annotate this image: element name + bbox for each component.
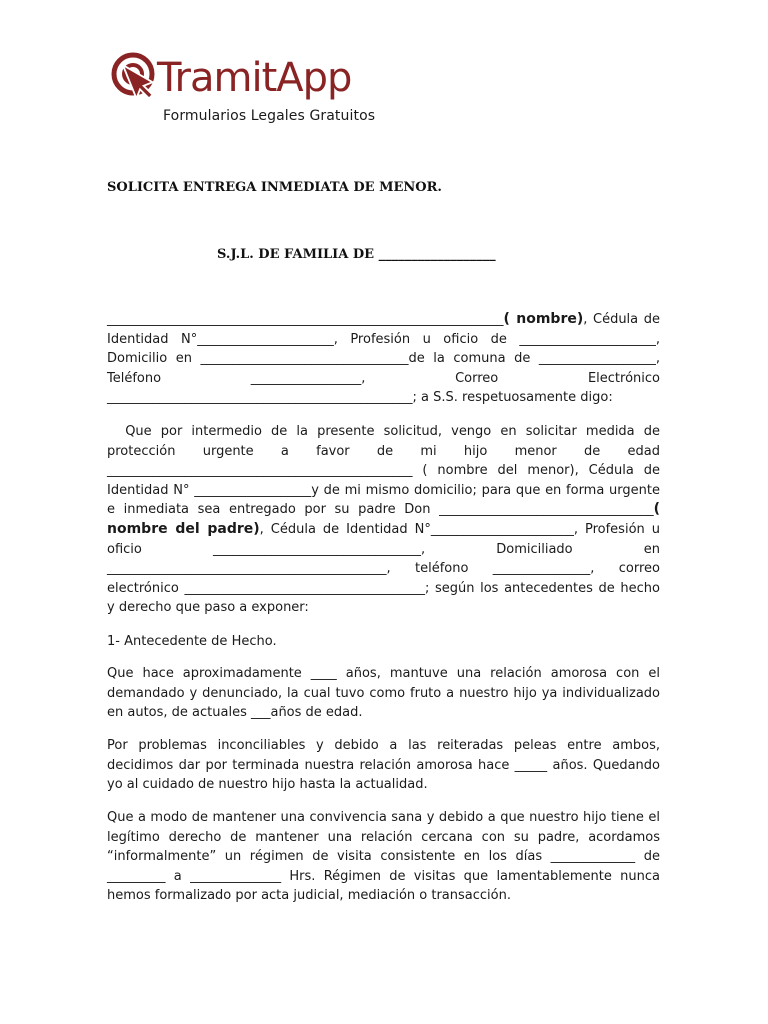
- facts-paragraph-1: Que hace aproximadamente ____ años, mantuve una relación amorosa con el demandado y denunciado, la cual tuvo como fruto a nuestro hijo ya individualizado en autos, de actuales ___años de edad.: [107, 666, 660, 721]
- request-text: Que por intermedio de la presente solicitud, vengo en solicitar medida de protección urgente a favor de mi hijo menor de edad _______________________________________________ ( nombre del menor), Cédula de Identidad N° __________________y de mi mismo domicilio; para que en forma urgente e inmediata sea entregado por su padre Don _________________________________: [107, 424, 660, 518]
- father-name-label: ( nombre del padre): [107, 501, 660, 537]
- request-paragraph: [107, 422, 660, 618]
- facts-paragraph-2: Por problemas inconciliables y debido a las reiteradas peleas entre ambos, decidimos dar por terminada nuestra relación amorosa hace _____ años. Quedando yo al cuidado de nuestro hijo hasta la actualidad.: [107, 738, 660, 793]
- court-line: S.J.L. DE FAMILIA DE __________________: [217, 247, 496, 262]
- tramitapp-logo: [110, 52, 376, 132]
- cursor-target-icon: [110, 52, 162, 132]
- document-title: SOLICITA ENTREGA INMEDIATA DE MENOR.: [107, 180, 442, 195]
- intro-paragraph: [107, 310, 660, 408]
- name-blank: _____________________________________________________________: [107, 312, 504, 327]
- facts-paragraph-3: Que a modo de mantener una convivencia sana y debido a que nuestro hijo tiene el legítimo derecho de mantener una relación cercana con su padre, acordamos “informalmente” un régimen de visita consistente en los días _____________ de _________ a ______________ Hrs. Régimen de visitas que lamentablemente nunca hemos formalizado por acta judicial, mediación o transacción.: [107, 810, 660, 904]
- request-rest: , Cédula de Identidad N°______________________, Profesión u oficio ________________________________, Domiciliado en ___________________________________________, teléfono _______________, correo electrónico _____________________________________; según los antecedentes de hecho y derecho que paso a exponer:: [107, 521, 660, 616]
- name-label: ( nombre): [503, 311, 584, 327]
- intro-rest: , Cédula de Identidad N°_____________________, Profesión u oficio de _____________________, Domicilio en ________________________________de la comuna de __________________, Teléfono _________________, Correo Electrónico _______________________________________________; a S.S. respetuosamente digo:: [107, 312, 660, 406]
- brand-name: TramitApp: [157, 55, 352, 101]
- brand-tagline: Formularios Legales Gratuitos: [163, 108, 376, 124]
- section-heading: 1- Antecedente de Hecho.: [107, 634, 277, 649]
